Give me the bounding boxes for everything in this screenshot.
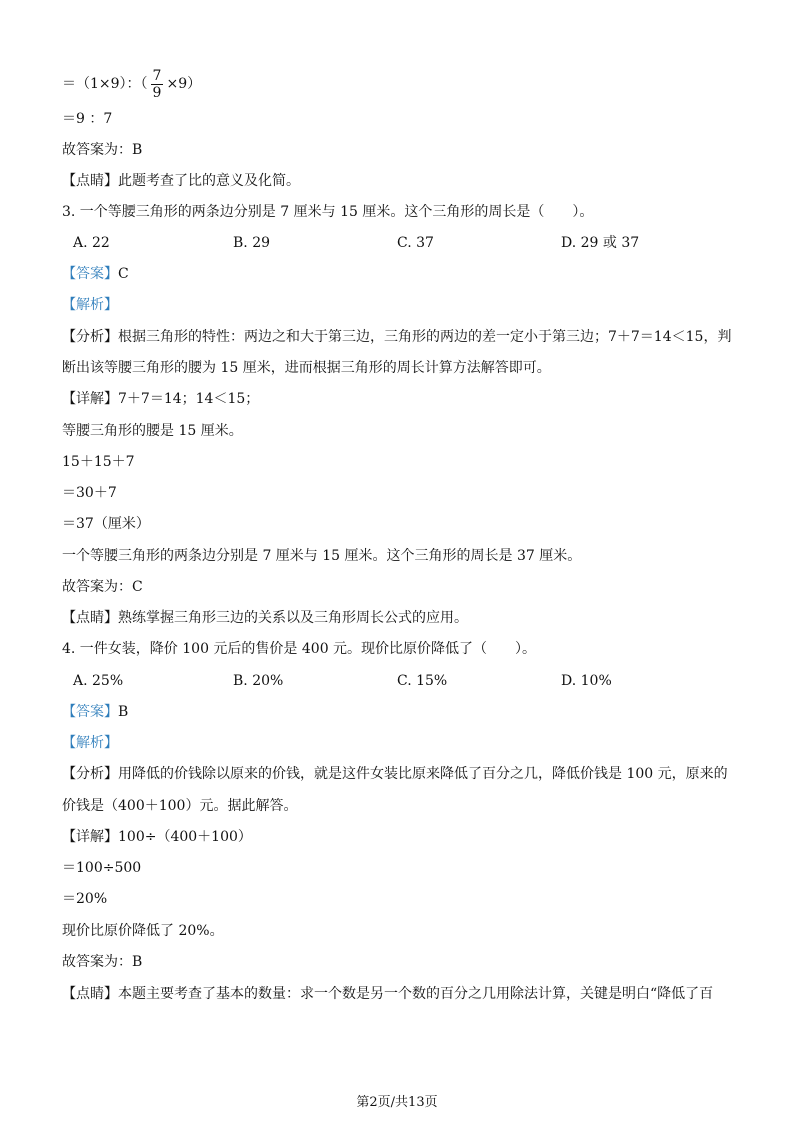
q3-option-a: A. 22 (73, 235, 110, 251)
question-4: 4. 一件女装，降价 100 元后的售价是 400 元。现价比原价降低了（ ）。 (62, 641, 537, 657)
q4-xiangjie (62, 828, 252, 846)
q4-option-c: C. 15% (397, 673, 448, 689)
fraction (151, 68, 164, 101)
comment-text: 本题主要考查了基本的数量：求一个数是另一个数的百分之几用除法计算，关键是明白“降低了百 (118, 986, 714, 1002)
q3-option-d: D. 29 或 37 (561, 235, 640, 251)
q3-step: 故答案为：C (62, 579, 143, 595)
q4-answer (62, 703, 128, 721)
fenxi-text: 用降低的价钱除以原来的价钱，就是这件女装比原来降低了百分之几，降低价钱是 100 元，原来的 (118, 766, 728, 782)
q3-answer (62, 265, 129, 283)
q3-step: 15＋15＋7 (62, 454, 135, 470)
q4-fenxi-line-1 (62, 765, 728, 783)
q3-comment (62, 609, 468, 627)
q3-xiangjie (62, 390, 259, 408)
answer-value: C (118, 266, 129, 282)
xiangjie-text: 100÷（400＋100） (118, 829, 252, 845)
comment-tag: 【点睛】 (62, 173, 118, 189)
comment-tag: 【点睛】 (62, 986, 118, 1002)
fenxi-text: 根据三角形的特性：两边之和大于第三边，三角形的两边的差一定小于第三边；7＋7＝14＜15，判 (118, 329, 732, 345)
q4-comment (62, 985, 713, 1003)
q3-analysis-tag: 【解析】 (62, 297, 118, 313)
q3-step: 一个等腰三角形的两条边分别是 7 厘米与 15 厘米。这个三角形的周长是 37 厘米。 (62, 548, 582, 564)
q3-option-c: C. 37 (397, 235, 434, 251)
formula-line-1 (62, 66, 201, 102)
q3-step: 等腰三角形的腰是 15 厘米。 (62, 423, 243, 439)
q4-option-d: D. 10% (561, 673, 612, 689)
formula-part: ＝（1×9）：（ (62, 76, 148, 92)
q4-option-a: A. 25% (73, 673, 124, 689)
q4-fenxi-line-2: 价钱是（400＋100）元。据此解答。 (62, 798, 298, 814)
comment-text: 熟练掌握三角形三边的关系以及三角形周长公式的应用。 (118, 610, 468, 626)
q3-fenxi-line-1 (62, 328, 731, 346)
q3-step: ＝30＋7 (62, 485, 117, 501)
comment-line (62, 172, 300, 190)
xiangjie-tag: 【详解】 (62, 829, 118, 845)
q4-step: 现价比原价降低了 20%。 (62, 923, 224, 939)
comment-tag: 【点睛】 (62, 610, 118, 626)
q3-option-b: B. 29 (233, 235, 271, 251)
answer-value: B (118, 704, 129, 720)
fraction-numerator: 7 (152, 67, 162, 84)
comment-text: 此题考查了比的意义及化简。 (118, 173, 300, 189)
answer-line: 故答案为：B (62, 142, 143, 158)
q3-step: ＝37（厘米） (62, 516, 150, 532)
fenxi-tag: 【分析】 (62, 766, 118, 782)
answer-tag: 【答案】 (62, 266, 118, 282)
answer-tag: 【答案】 (62, 704, 118, 720)
q4-analysis-tag: 【解析】 (62, 735, 118, 751)
page-number: 第2页/共13页 (356, 1095, 438, 1110)
formula-part: ×9） (166, 76, 202, 92)
fraction-denominator: 9 (152, 84, 162, 101)
q3-fenxi-line-2: 断出该等腰三角形的腰为 15 厘米，进而根据三角形的周长计算方法解答即可。 (62, 360, 551, 376)
q4-step: ＝100÷500 (62, 860, 142, 876)
q4-step: ＝20% (62, 891, 108, 907)
xiangjie-text: 7＋7＝14；14＜15； (118, 391, 260, 407)
q4-step: 故答案为：B (62, 954, 143, 970)
xiangjie-tag: 【详解】 (62, 391, 118, 407)
fenxi-tag: 【分析】 (62, 329, 118, 345)
q4-option-b: B. 20% (233, 673, 284, 689)
question-3: 3. 一个等腰三角形的两条边分别是 7 厘米与 15 厘米。这个三角形的周长是（ ）。 (62, 204, 594, 220)
formula-line-2: ＝9 ：7 (62, 111, 113, 127)
